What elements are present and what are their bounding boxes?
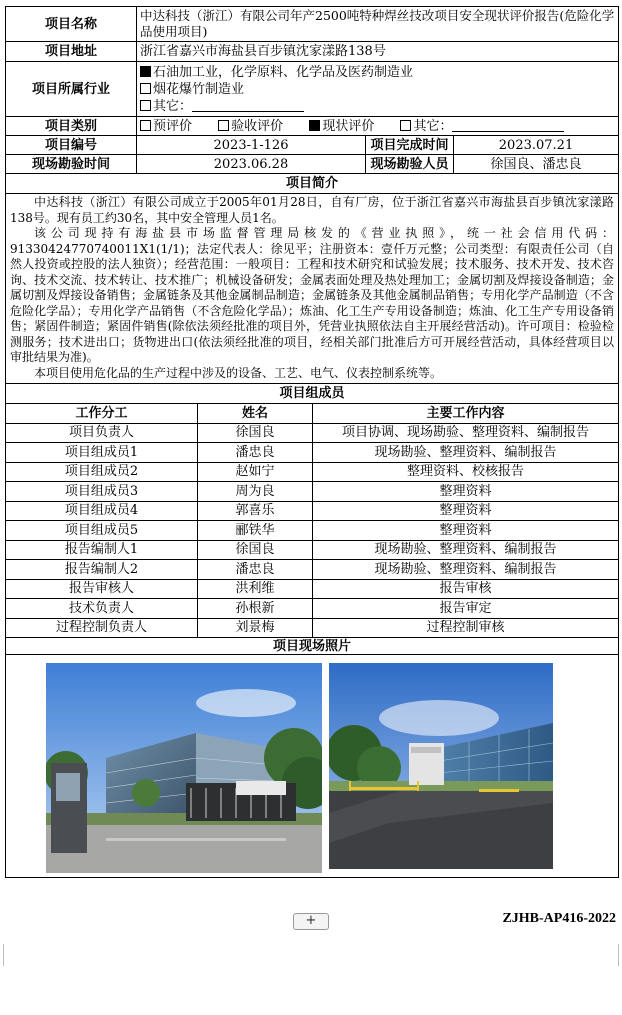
project-type-options bbox=[137, 117, 619, 136]
document-code: ZJHB-AP416-2022 bbox=[502, 911, 616, 926]
table-row bbox=[6, 462, 619, 482]
member-name: 潘忠良 bbox=[198, 560, 313, 580]
member-duty: 现场勘验、整理资料、编制报告 bbox=[313, 560, 619, 580]
survey-people-value: 徐国良、潘忠良 bbox=[454, 155, 619, 174]
member-duty: 过程控制审核 bbox=[313, 618, 619, 638]
project-number-value: 2023-1-126 bbox=[137, 136, 366, 155]
table-row bbox=[6, 560, 619, 580]
member-duty: 整理资料 bbox=[313, 521, 619, 541]
member-name: 周为良 bbox=[198, 482, 313, 502]
industry-option-petro[interactable]: 石油加工业，化学原料、化学品及医药制造业 bbox=[140, 64, 615, 81]
member-name: 徐国良 bbox=[198, 423, 313, 443]
checkbox-empty-icon bbox=[400, 120, 411, 131]
member-role: 报告编制人2 bbox=[6, 560, 198, 580]
member-role: 项目组成员4 bbox=[6, 501, 198, 521]
table-row bbox=[6, 579, 619, 599]
evaluation-form bbox=[5, 6, 618, 878]
industry-option-other[interactable]: 其它： bbox=[140, 98, 615, 115]
member-role: 项目组成员5 bbox=[6, 521, 198, 541]
site-photo-yard bbox=[329, 663, 553, 869]
photos-title: 项目现场照片 bbox=[6, 638, 619, 655]
member-duty: 整理资料、校核报告 bbox=[313, 462, 619, 482]
type-option-pre[interactable]: 预评价 bbox=[140, 119, 192, 134]
type-option-other[interactable]: 其它： bbox=[400, 119, 564, 134]
site-photo-gate bbox=[46, 663, 322, 873]
project-info-table bbox=[5, 6, 619, 404]
table-row bbox=[6, 443, 619, 463]
member-role: 项目组成员1 bbox=[6, 443, 198, 463]
member-duty: 报告审定 bbox=[313, 599, 619, 619]
intro-paragraph-1: 中达科技（浙江）有限公司成立于2005年01月28日，自有厂房，位于浙江省嘉兴市海盐县百步镇沈家漾路138号。现有员工约30名，其中安全管理人员1名。 bbox=[10, 195, 615, 225]
photos-cell bbox=[6, 655, 619, 878]
checkbox-empty-icon bbox=[140, 83, 151, 94]
member-role: 项目负责人 bbox=[6, 423, 198, 443]
member-duty: 现场勘验、整理资料、编制报告 bbox=[313, 443, 619, 463]
survey-people-label: 现场勘验人员 bbox=[366, 155, 454, 174]
completion-time-label: 项目完成时间 bbox=[366, 136, 454, 155]
project-address-value: 浙江省嘉兴市海盐县百步镇沈家漾路138号 bbox=[137, 42, 619, 62]
member-role: 报告编制人1 bbox=[6, 540, 198, 560]
type-option-status[interactable]: 现状评价 bbox=[309, 119, 374, 134]
project-name-value: 中达科技（浙江）有限公司年产2500吨特种焊丝技改项目安全现状评价报告(危险化学品使用项目) bbox=[137, 7, 619, 42]
members-header-row bbox=[6, 404, 619, 424]
checkbox-empty-icon bbox=[140, 100, 151, 111]
members-title: 项目组成员 bbox=[6, 384, 619, 404]
type-option-acceptance[interactable]: 验收评价 bbox=[218, 119, 283, 134]
intro-paragraph-3: 本项目使用危化品的生产过程中涉及的设备、工艺、电气、仪表控制系统等。 bbox=[34, 365, 443, 380]
intro-title: 项目简介 bbox=[6, 174, 619, 194]
member-duty: 整理资料 bbox=[313, 501, 619, 521]
member-role: 项目组成员3 bbox=[6, 482, 198, 502]
intro-body bbox=[6, 194, 619, 384]
member-name: 潘忠良 bbox=[198, 443, 313, 463]
table-row bbox=[6, 501, 619, 521]
header-role: 工作分工 bbox=[6, 404, 198, 424]
table-row bbox=[6, 423, 619, 443]
member-name: 孙根新 bbox=[198, 599, 313, 619]
member-duty: 报告审核 bbox=[313, 579, 619, 599]
member-role: 过程控制负责人 bbox=[6, 618, 198, 638]
project-number-label: 项目编号 bbox=[6, 136, 137, 155]
add-row-button[interactable]: + bbox=[293, 913, 329, 930]
other-blank-line bbox=[452, 119, 564, 132]
survey-time-value: 2023.06.28 bbox=[137, 155, 366, 174]
survey-time-label: 现场勘验时间 bbox=[6, 155, 137, 174]
member-role: 技术负责人 bbox=[6, 599, 198, 619]
header-name: 姓名 bbox=[198, 404, 313, 424]
page-edge-right bbox=[618, 944, 619, 966]
checkbox-checked-icon bbox=[140, 66, 151, 77]
member-name: 洪利维 bbox=[198, 579, 313, 599]
member-duty: 整理资料 bbox=[313, 482, 619, 502]
completion-time-value: 2023.07.21 bbox=[454, 136, 619, 155]
member-role: 报告审核人 bbox=[6, 579, 198, 599]
member-name: 郦铁华 bbox=[198, 521, 313, 541]
checkbox-checked-icon bbox=[309, 120, 320, 131]
industry-label: 项目所属行业 bbox=[6, 62, 137, 117]
checkbox-empty-icon bbox=[218, 120, 229, 131]
member-duty: 项目协调、现场勘验、整理资料、编制报告 bbox=[313, 423, 619, 443]
project-type-label: 项目类别 bbox=[6, 117, 137, 136]
table-row bbox=[6, 599, 619, 619]
member-name: 徐国良 bbox=[198, 540, 313, 560]
page-edge-left bbox=[3, 944, 4, 966]
table-row bbox=[6, 521, 619, 541]
industry-option-fireworks[interactable]: 烟花爆竹制造业 bbox=[140, 81, 615, 98]
table-row bbox=[6, 618, 619, 638]
checkbox-empty-icon bbox=[140, 120, 151, 131]
member-name: 郭喜乐 bbox=[198, 501, 313, 521]
project-name-label: 项目名称 bbox=[6, 7, 137, 42]
member-duty: 现场勘验、整理资料、编制报告 bbox=[313, 540, 619, 560]
other-blank-line bbox=[192, 99, 304, 112]
member-name: 刘景梅 bbox=[198, 618, 313, 638]
member-name: 赵如宁 bbox=[198, 462, 313, 482]
table-row bbox=[6, 540, 619, 560]
industry-options bbox=[137, 62, 619, 117]
project-address-label: 项目地址 bbox=[6, 42, 137, 62]
table-row bbox=[6, 482, 619, 502]
member-role: 项目组成员2 bbox=[6, 462, 198, 482]
header-duty: 主要工作内容 bbox=[313, 404, 619, 424]
intro-paragraph-2: 该公司现持有海盐县市场监督管理局核发的《营业执照》，统一社会信用代码：91330424770740011X1(1/1)；法定代表人：徐见平；注册资本：壹仟万元整；公司类型：有限责任公司（自然人投资或控股的法人独资）；经营范围：一般项目：工程和技术研究和试验发展；技术服务、技术开发、技术咨询、技术交流、技术转让、技术推广；机械设备研发；金属表面处理及热处理加工；金属切割及焊接设备制造；金属切割及焊接设备销售；金属链条及其他金属制品制造；金属链条及其他金属制品销售；专用化学产品制造（不含危险化学品）；专用化学产品销售（不含危险化学品）；炼油、化工生产专用设备制造；炼油、化工生产专用设备销售；紧固件制造；紧固件销售(除依法须经批准的项目外，凭营业执照依法自主开展经营活动)。许可项目：检验检测服务；技术进出口；货物进出口(依法须经批准的项目，经相关部门批准后方可开展经营活动，具体经营项目以审批结果为准)。 bbox=[10, 226, 615, 364]
members-table bbox=[5, 403, 619, 878]
